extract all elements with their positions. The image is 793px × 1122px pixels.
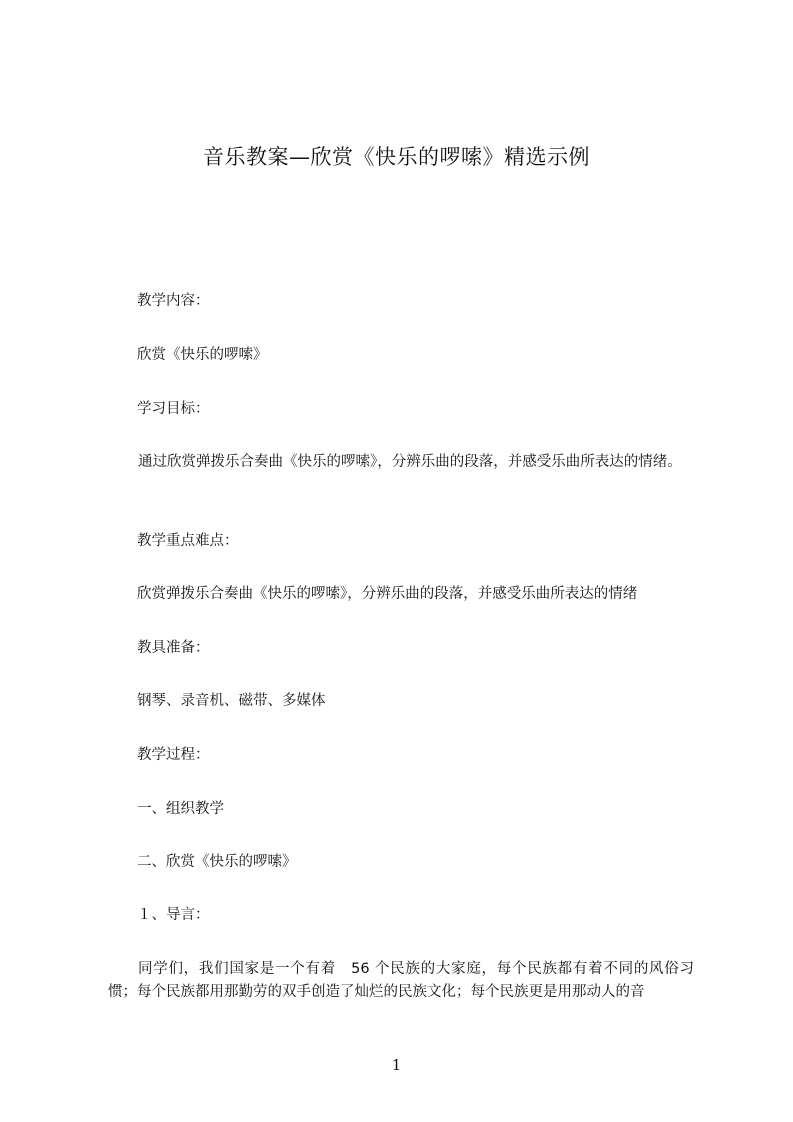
page-number: 1 bbox=[391, 1056, 402, 1074]
heading-key-points: 教学重点难点： bbox=[137, 533, 239, 549]
heading-learning-goal: 学习目标： bbox=[137, 401, 210, 417]
teaching-content-text: 欣赏《快乐的啰嗦》 bbox=[137, 347, 268, 363]
materials-text: 钢琴、录音机、磁带、多媒体 bbox=[137, 693, 326, 709]
heading-process: 教学过程： bbox=[137, 747, 210, 763]
process-step-2: 二、欣赏《快乐的啰嗦》 bbox=[137, 854, 297, 870]
key-points-text: 欣赏弹拨乐合奏曲《快乐的啰嗦》，分辨乐曲的段落，并感受乐曲所表达的情绪 bbox=[137, 586, 638, 602]
process-sub-step-1: １、导言： bbox=[137, 907, 210, 923]
heading-materials: 教具准备： bbox=[137, 640, 210, 656]
learning-goal-paragraph: 通过欣赏弹拨乐合奏曲《快乐的啰嗦》，分辨乐曲的段落，并感受乐曲所表达的情绪。 bbox=[138, 454, 682, 470]
document-title: 音乐教案—欣赏《快乐的啰嗦》精选示例 bbox=[203, 145, 590, 169]
intro-paragraph: 同学们，我们国家是一个有着 56 个民族的大家庭，每个民族都有着不同的风俗习惯；每个民族都用那勤劳的双手创造了灿烂的民族文化；每个民族更是用那动人的音 bbox=[108, 961, 694, 1000]
heading-teaching-content: 教学内容： bbox=[137, 293, 210, 309]
process-step-1: 一、组织教学 bbox=[137, 801, 224, 817]
